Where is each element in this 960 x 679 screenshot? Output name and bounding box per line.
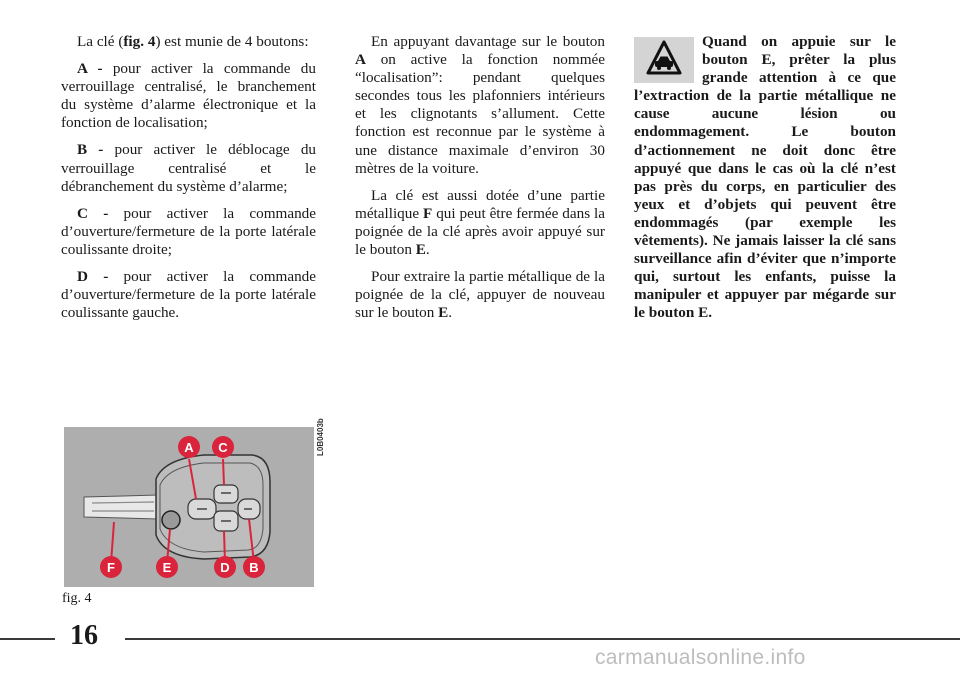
p3-key-e: E (438, 304, 449, 322)
footer-rule-right (125, 638, 960, 640)
p2-key-e: E (415, 241, 426, 259)
intro-text-end: ) est munie de 4 boutons: (155, 33, 309, 50)
p2-key-f: F (423, 204, 433, 222)
label-a: A (184, 440, 194, 455)
item-b-text: pour activer le déblocage du verrouillage centralisé et le débranchement du système d’alarme; (61, 141, 317, 195)
item-b-key: B - (77, 141, 104, 159)
item-d (61, 268, 316, 322)
item-c-text: pour activer la commande d’ouverture/fermeture de la porte latérale coulissante droite; (61, 204, 316, 258)
item-a-text: pour activer la commande du verrouillage centralisé, le branchement du système d’alarme électronique et la fonction de localisation; (61, 60, 316, 132)
item-c (61, 205, 316, 259)
column-1 (61, 33, 316, 331)
p3-text: Pour extraire la partie métallique de la poignée de la clé, appuyer de nouveau sur le bouton (355, 268, 605, 322)
footer-rule-left (0, 638, 55, 640)
item-d-text: pour activer la commande d’ouverture/fermeture de la porte latérale coulissante gauche. (61, 268, 316, 322)
p2-text-mid: qui peut être fermée dans la poignée de la clé après avoir appuyé sur le bouton (355, 204, 605, 259)
p2-text-end: . (425, 241, 430, 259)
label-d: D (220, 560, 230, 575)
p2-text: La clé est aussi dotée d’une partie métallique (355, 186, 605, 222)
item-b (61, 141, 316, 195)
p1-text-end: on active la fonction nommée “localisation”: pendant quelques secondes tous les plafonniers intérieurs et les clignotants s’allument. Cette fonction est reconnue par le système à une distance maximale d’environ 30 mètres de la voiture. (355, 51, 605, 177)
item-c-key: C - (77, 204, 109, 222)
p1-text: En appuyant davantage sur le bouton (371, 33, 605, 50)
figure-reference: fig. 4 (123, 33, 156, 50)
item-a-key: A - (77, 60, 103, 78)
column-2 (355, 33, 605, 331)
metal-part-paragraph (355, 187, 605, 259)
key-illustration (64, 427, 314, 587)
warning-text: Quand on appuie sur le bouton E, prêter la plus grande attention à ce que l’extraction de la partie métallique ne cause aucune lésion ou endommagement. Le bouton d’actionnement ne doit donc être appuyé que dans le cas où la clé n’est pas près du corps, en particulier des yeux et d’objets qui peuvent être endommagés (par exemple les vêtements). Ne jamais laisser la clé sans surveillance afin d’éviter que n’importe qui, surtout les enfants, puisse la manipuler et appuyer par mégarde sur le bouton E. (634, 33, 896, 322)
localisation-paragraph (355, 33, 605, 178)
p3-text-end: . (448, 304, 453, 322)
p1-key: A (355, 51, 366, 69)
label-c: C (218, 440, 228, 455)
figure-caption: fig. 4 (62, 591, 92, 606)
label-b: B (249, 560, 259, 575)
figure-code: L0B0403b (316, 418, 325, 456)
intro-paragraph (61, 33, 316, 51)
key-figure (64, 427, 314, 587)
item-d-key: D - (77, 268, 109, 286)
watermark: carmanualsonline.info (595, 646, 806, 669)
intro-text: La clé ( (77, 33, 124, 50)
label-e: E (162, 560, 172, 575)
warning-triangle-car-icon (634, 37, 694, 83)
extract-paragraph (355, 268, 605, 322)
page-number: 16 (70, 620, 98, 651)
label-f: F (107, 560, 115, 575)
warning-column (634, 33, 896, 332)
item-a (61, 60, 316, 132)
